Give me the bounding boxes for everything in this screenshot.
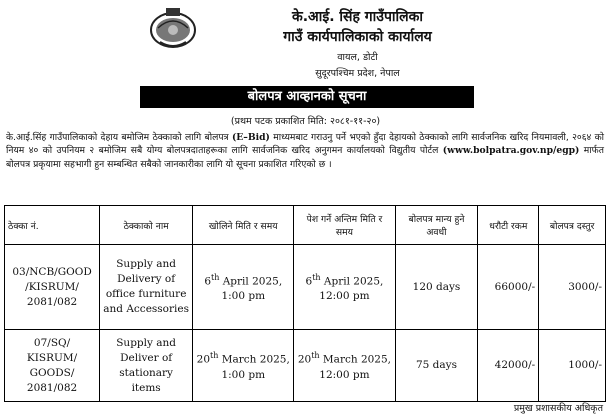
location: वायल, डोटी xyxy=(337,52,378,63)
contract-no: 03/NCB/GOOD /KISRUM/ 2081/082 xyxy=(5,245,100,330)
header-opening-date: खोलिने मिति र समय xyxy=(193,206,294,245)
fee: 3000/- xyxy=(539,245,606,330)
notice-title: बोलपत्र आव्हानको सूचना xyxy=(140,86,474,108)
portal-url[interactable]: (www.bolpatra.gov.np/egp) xyxy=(442,145,580,157)
header-deposit: धरौटी रकम xyxy=(478,206,539,245)
publish-date: (प्रथम पटक प्रकाशित मिति: २०८१-११-२०) xyxy=(230,116,381,127)
validity: 75 days xyxy=(395,330,478,402)
body-text-3: मार्फत बोलपत्र प्रकृयामा सहभागी हुन सम्बन्धित सबैको जानकारीका लागि यो सूचना प्रकाशित गरिएको छ । xyxy=(6,145,604,170)
table-row xyxy=(5,330,606,402)
table-row xyxy=(5,245,606,330)
signatory: प्रमुख प्रशासकीय अधिकृत xyxy=(513,403,603,414)
submission-deadline: 6th April 2025, 12:00 pm xyxy=(294,245,395,330)
contract-name: Supply and Deliver of stationary items xyxy=(100,330,193,402)
submission-deadline: 20th March 2025, 12:00 pm xyxy=(294,330,395,402)
body-text-2: माध्यमबाट गराउनु पर्ने भएको हुँदा देहायको ठेक्काको लागि सार्वजनिक खरिद नियमावली, २०६४ को नियम ४० को उपनियम २ बमोजिम सबै योग्य बोलपत्रदाताहरूका लागि सार्वजनिक खरिद अनुगमन कार्यालयको विद्युतीय पोर्टल xyxy=(6,132,605,157)
header-validity: बोलपत्र मान्य हुने अवधी xyxy=(395,206,478,245)
header-contract-no: ठेक्का नं. xyxy=(5,206,100,245)
deposit: 66000/- xyxy=(478,245,539,330)
office-name: गाउँ कार्यपालिकाको कार्यालय xyxy=(283,29,432,45)
table-header-row xyxy=(5,206,606,245)
contract-no: 07/SQ/ KISRUM/ GOODS/ 2081/082 xyxy=(5,330,100,402)
header-submission-deadline: पेश गर्ने अन्तिम मिति र समय xyxy=(294,206,395,245)
fee: 1000/- xyxy=(539,330,606,402)
org-name: के.आई. सिंह गाउँपालिका xyxy=(291,9,424,25)
header-contract-name: ठेक्काको नाम xyxy=(100,206,193,245)
ebid-text: (E–Bid) xyxy=(231,132,270,143)
tender-table xyxy=(4,205,606,402)
deposit: 42000/- xyxy=(478,330,539,402)
validity: 120 days xyxy=(395,245,478,330)
province: सुदूरपश्चिम प्रदेश, नेपाल xyxy=(315,68,400,79)
contract-name: Supply and Delivery of office furniture and Accessories xyxy=(100,245,193,330)
notice-body xyxy=(6,131,604,171)
header-fee: बोलपत्र दस्तुर xyxy=(539,206,606,245)
body-text-1: के.आई.सिंह गाउँपालिकाको देहाय बमोजिम ठेक्काको लागि बोलपत्र xyxy=(6,132,232,143)
opening-date: 20th March 2025, 1:00 pm xyxy=(193,330,294,402)
opening-date: 6th April 2025, 1:00 pm xyxy=(193,245,294,330)
